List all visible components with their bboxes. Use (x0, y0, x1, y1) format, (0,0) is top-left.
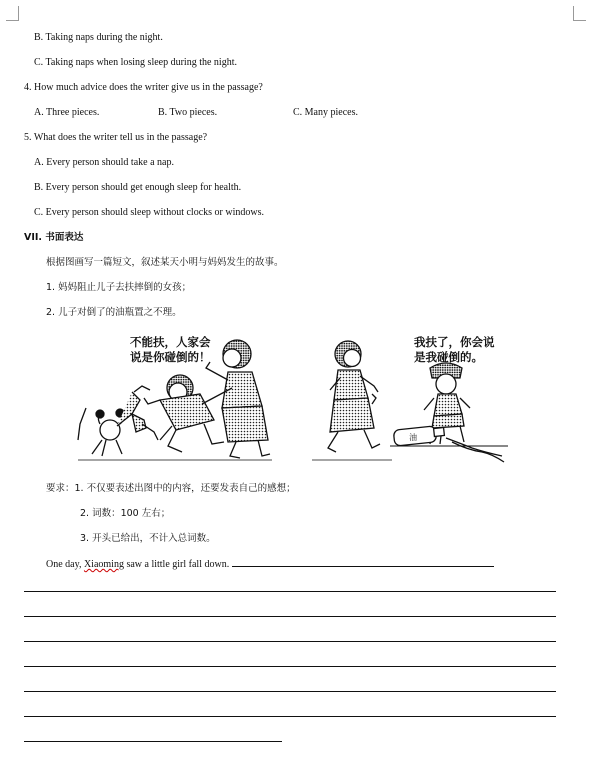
starter-answer-blank[interactable] (232, 557, 494, 567)
boy-figure (144, 375, 224, 452)
speech-bubble-mother-line-1: 不能扶，人家会 (130, 335, 211, 349)
page-corner-mark-right (573, 6, 586, 21)
speech-bubble-boy (414, 335, 495, 365)
mother-figure-left (202, 340, 270, 458)
cartoon-illustration (72, 328, 512, 473)
speech-bubble-boy-line-1: 我扶了，你会说 (414, 335, 495, 349)
speech-bubble-mother (130, 335, 211, 365)
oil-bottle-figure (390, 426, 508, 462)
starter-after: saw a little girl fall down. (123, 559, 230, 570)
q3-option-b: B. Taking naps during the night. (34, 32, 163, 43)
requirements-3: 3. 开头已给出，不计入总词数。 (80, 533, 216, 544)
answer-line-5[interactable] (24, 691, 556, 692)
falling-girl-figure (78, 386, 158, 456)
oil-bottle-label: 油 (409, 433, 417, 442)
q5-option-c: C. Every person should sleep without clocks or windows. (34, 207, 264, 218)
answer-line-7[interactable] (24, 741, 282, 742)
writing-point-2: 2. 儿子对倒了的油瓶置之不理。 (46, 307, 182, 318)
page-corner-mark-left (6, 6, 19, 21)
writing-point-1: 1. 妈妈阻止儿子去扶摔倒的女孩； (46, 282, 192, 293)
q3-option-c: C. Taking naps when losing sleep during the night. (34, 57, 237, 68)
answer-line-3[interactable] (24, 641, 556, 642)
q4-option-a: A. Three pieces. (34, 107, 100, 118)
starter-before: One day, (46, 559, 84, 570)
requirements-2: 2. 词数：100 左右； (80, 508, 171, 519)
q5-option-b: B. Every person should get enough sleep for health. (34, 182, 242, 193)
starter-sentence (46, 557, 494, 572)
starter-name: Xiaoming (83, 559, 124, 570)
answer-line-4[interactable] (24, 666, 556, 667)
mother-figure-right (328, 341, 380, 452)
answer-line-6[interactable] (24, 716, 556, 717)
q4-option-c: C. Many pieces. (293, 107, 358, 118)
answer-line-1[interactable] (24, 591, 556, 592)
q4-option-b: B. Two pieces. (158, 107, 218, 118)
q5-question: 5. What does the writer tell us in the passage? (24, 132, 208, 143)
answer-line-2[interactable] (24, 616, 556, 617)
writing-intro: 根据图画写一篇短文，叙述某天小明与妈妈发生的故事。 (46, 257, 284, 268)
q4-question: 4. How much advice does the writer give us in the passage? (24, 82, 263, 93)
speech-bubble-mother-line-2: 说是你碰倒的！ (130, 350, 211, 364)
speech-bubble-boy-line-2: 是我碰倒的。 (414, 350, 483, 364)
section-title: VII. 书面表达 (24, 232, 84, 243)
requirements-1: 要求：1. 不仅要表述出图中的内容，还要发表自己的感想； (46, 483, 296, 494)
q5-option-a: A. Every person should take a nap. (34, 157, 174, 168)
